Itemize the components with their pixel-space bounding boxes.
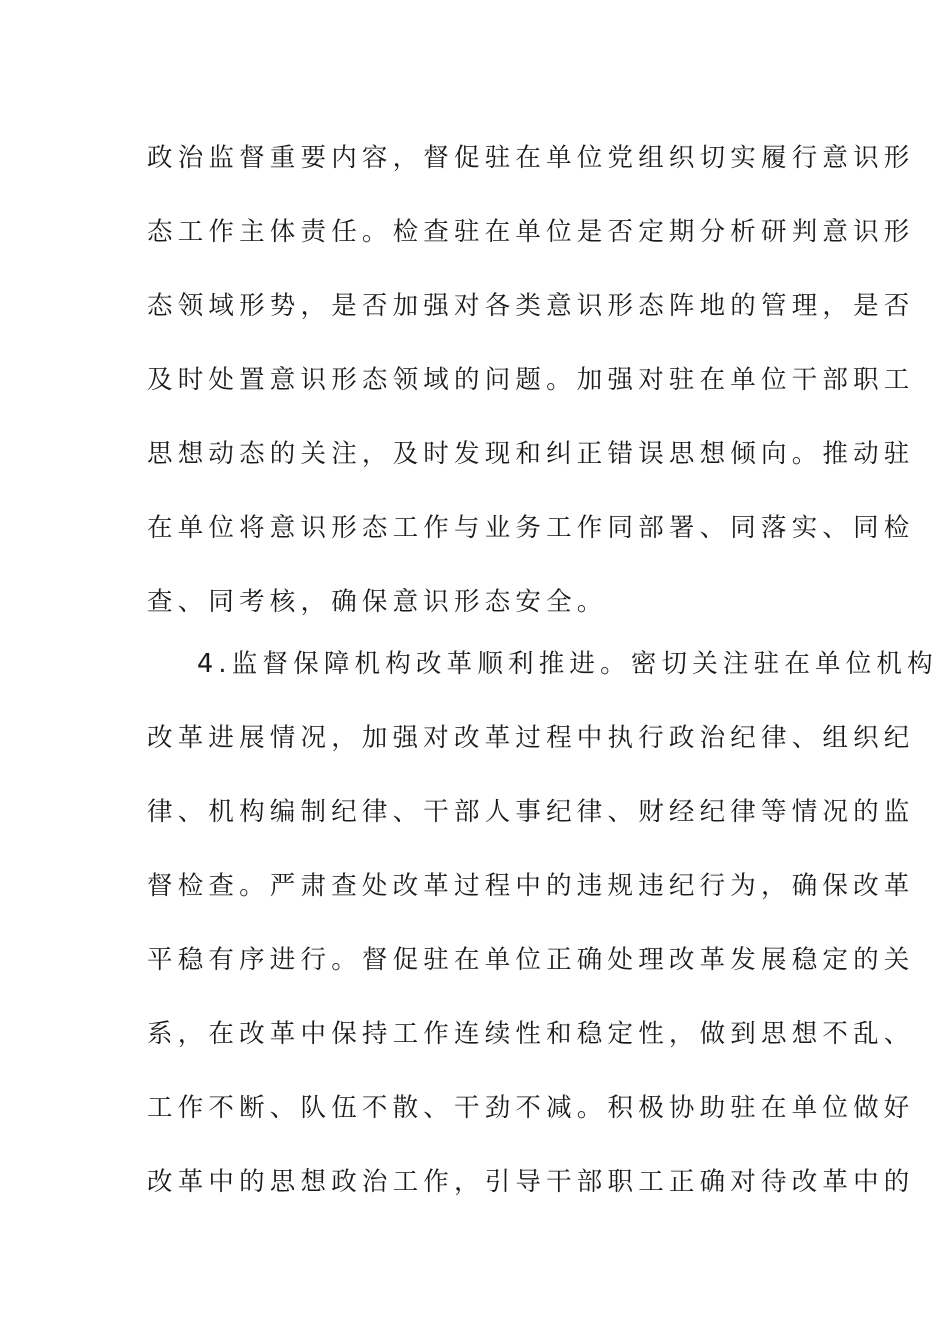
text-line: 工作不断、队伍不散、干劲不减。积极协助驻在单位做好 [147, 1093, 915, 1123]
section-heading-line: 4.监督保障机构改革顺利推进。密切关注驻在单位机构 [197, 649, 938, 679]
text-line: 系，在改革中保持工作连续性和稳定性，做到思想不乱、 [147, 1019, 915, 1049]
text-line: 改革进展情况，加强对改革过程中执行政治纪律、组织纪 [147, 723, 915, 753]
text-line: 改革中的思想政治工作，引导干部职工正确对待改革中的 [147, 1167, 915, 1197]
text-line: 督检查。严肃查处改革过程中的违规违纪行为，确保改革 [147, 871, 915, 901]
text-line: 在单位将意识形态工作与业务工作同部署、同落实、同检 [147, 513, 915, 543]
text-line: 律、机构编制纪律、干部人事纪律、财经纪律等情况的监 [147, 797, 915, 827]
text-line: 及时处置意识形态领域的问题。加强对驻在单位干部职工 [147, 365, 915, 395]
text-line: 态工作主体责任。检查驻在单位是否定期分析研判意识形 [147, 217, 915, 247]
text-line: 查、同考核，确保意识形态安全。 [147, 587, 608, 617]
text-line: 政治监督重要内容，督促驻在单位党组织切实履行意识形 [147, 143, 915, 173]
text-line: 思想动态的关注，及时发现和纠正错误思想倾向。推动驻 [147, 439, 915, 469]
text-line: 平稳有序进行。督促驻在单位正确处理改革发展稳定的关 [147, 945, 915, 975]
text-line: 态领域形势，是否加强对各类意识形态阵地的管理，是否 [147, 291, 915, 321]
